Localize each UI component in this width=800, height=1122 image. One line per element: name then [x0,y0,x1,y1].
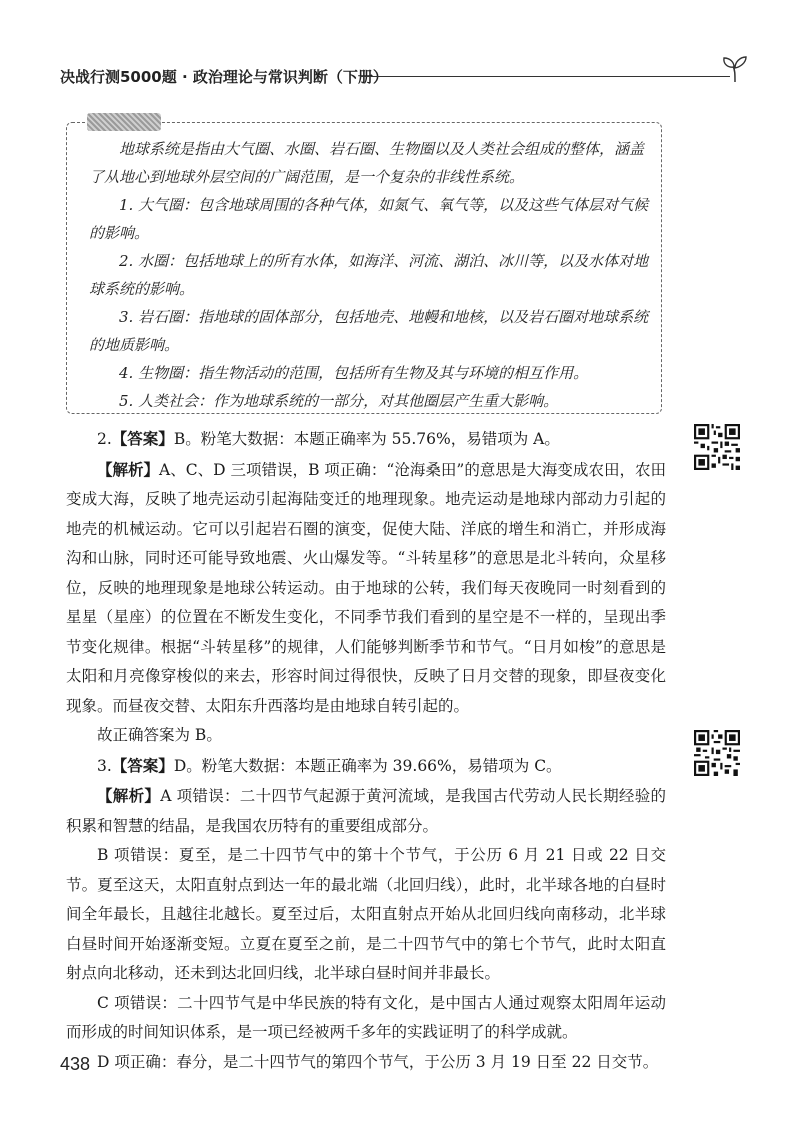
q2-conclusion: 故正确答案为 B。 [97,726,222,744]
q2-analysis-tag: 【解析】 [97,459,160,479]
q3-analysis [66,781,666,841]
q3-answer [66,751,666,782]
note-paragraph: 5. 人类社会：作为地球系统的一部分，对其他圈层产生重大影响。 [119,392,559,410]
q3-option-d: D 项正确：春分，是二十四节气的第四个节气，于公历 3 月 19 日至 22 日交节。 [97,1052,659,1071]
note-paragraph: 4. 生物圈：指生物活动的范围，包括所有生物及其与环境的相互作用。 [119,364,589,382]
q3-analysis-tag: 【解析】 [97,786,161,805]
note-label-tag [87,113,161,131]
knowledge-note-box [66,122,662,414]
q3-answer-text: D。粉笔大数据：本题正确率为 39.66%，易错项为 C。 [173,756,562,775]
q2-analysis [66,455,666,722]
note-paragraph: 1. 大气圈：包含地球周围的各种气体，如氮气、氧气等，以及这些气体层对气候的影响。 [89,196,649,242]
q3-option-c: C 项错误：二十四节气是中华民族的特有文化，是中国古人通过观察太阳周年运动而形成的时间知识体系，是一项已经被两千多年的实践证明了的科学成就。 [66,993,666,1041]
note-paragraph: 3. 岩石圈：指地球的固体部分，包括地壳、地幔和地核，以及岩石圈对地球系统的地质影响。 [89,308,649,354]
sprout-icon [720,54,750,84]
running-header [60,54,750,94]
q2-answer-text: B。粉笔大数据：本题正确率为 55.76%，易错项为 A。 [173,430,560,448]
q3-answer-tag: 【答案】 [111,755,174,775]
qr-code-icon[interactable] [694,424,740,470]
qr-code-icon[interactable] [694,730,740,776]
answer-body [66,424,666,1077]
q2-number: 2. [97,430,112,448]
note-paragraph: 地球系统是指由大气圈、水圈、岩石圈、生物圈以及人类社会组成的整体，涵盖了从地心到地球外层空间的广阔范围，是一个复杂的非线性系统。 [89,140,645,186]
book-title: 决战行测5000题 · 政治理论与常识判断（下册） [60,66,394,87]
q2-analysis-text: A、C、D 三项错误，B 项正确：“沧海桑田”的意思是大海变成农田，农田变成大海，反映了地壳运动引起海陆变迁的地理现象。地壳运动是地球内部动力引起的地壳的机械运动。它可以引起岩石圈的演变，促使大陆、洋底的增生和消亡，并形成海沟和山脉，同时还可能导致地震、火山爆发等。“斗转星移”的意思是北斗转向，众星移位，反映的地理现象是地球公转运动。由于地球的公转，我们每天夜晚同一时刻看到的星星（星座）的位置在不断发生变化，不同季节我们看到的星空是不一样的，呈现出季节变化规律。根据“斗转星移”的规律，人们能够判断季节和节气。“日月如梭”的意思是太阳和月亮像穿梭似的来去，形容时间过得很快，反映了日月交替的现象，即昼夜变化现象。而昼夜交替、太阳东升西落均是由地球自转引起的。 [66,460,666,715]
q3-analysis-text: A 项错误：二十四节气起源于黄河流域，是我国古代劳动人民长期经验的积累和智慧的结晶，是我国农历特有的重要组成部分。 [66,787,666,835]
header-rule [360,76,730,77]
note-paragraph: 2. 水圈：包括地球上的所有水体，如海洋、河流、湖泊、冰川等，以及水体对地球系统的影响。 [89,252,649,298]
q3-number: 3. [97,756,112,775]
page-number: 438 [60,1054,91,1074]
note-text [89,135,649,415]
q2-answer-tag: 【答案】 [111,429,174,448]
q3-option-b: B 项错误：夏至，是二十四节气中的第十个节气，于公历 6 月 21 日或 22 日交节。夏至这天，太阳直射点到达一年的最北端（北回归线），此时，北半球各地的白昼时间全年最长，且越往北越长。夏至过后，太阳直射点开始从北回归线向南移动，北半球白昼时间开始逐渐变短。立夏在夏至之前，是二十四节气中的第七个节气，此时太阳直射点向北移动，还未到达北回归线，北半球白昼时间并非最长。 [66,846,666,982]
q2-answer [66,424,666,455]
